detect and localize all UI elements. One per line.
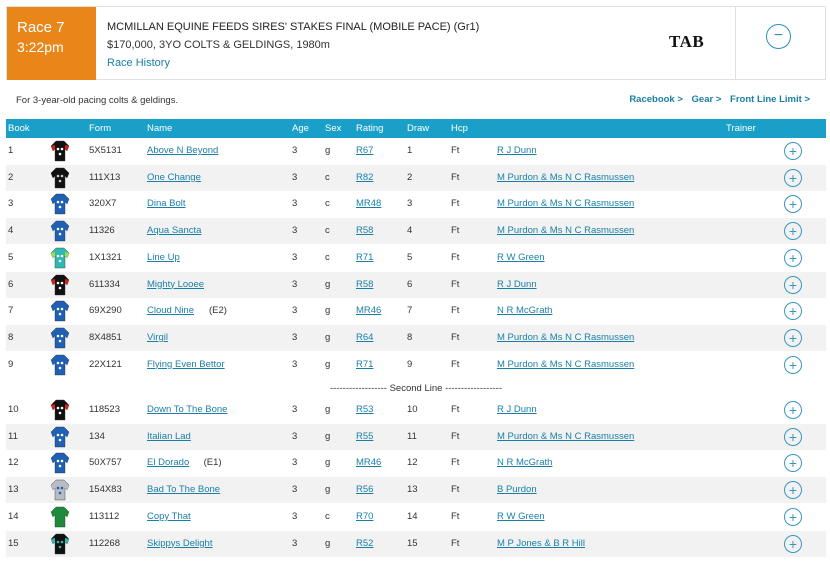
rating-link[interactable]: R64 xyxy=(356,331,374,343)
jockey-silks-icon xyxy=(50,300,70,322)
front-line-limit-link[interactable]: Front Line Limit > xyxy=(730,94,810,105)
expand-runner-button[interactable]: + xyxy=(784,401,802,419)
trainer-link[interactable]: N R McGrath xyxy=(497,457,553,469)
horse-name-link[interactable]: Copy That xyxy=(147,510,191,522)
book-number: 14 xyxy=(8,510,19,522)
expand-runner-button[interactable]: + xyxy=(784,508,802,526)
jockey-silks-icon xyxy=(50,426,70,448)
race-conditions: For 3-year-old pacing colts & geldings. xyxy=(16,95,179,106)
gear-link[interactable]: Gear > xyxy=(691,94,722,105)
age-value: 3 xyxy=(292,430,298,442)
expand-runner-button[interactable]: + xyxy=(784,222,802,240)
jockey-silks-icon xyxy=(50,220,70,242)
horse-name-link[interactable]: Aqua Sancta xyxy=(147,225,202,237)
book-number: 6 xyxy=(8,278,14,290)
col-hcp: Hcp xyxy=(451,123,468,134)
race-header xyxy=(6,6,826,80)
rating-link[interactable]: R71 xyxy=(356,251,374,263)
table-row xyxy=(6,218,826,244)
sex-value: c xyxy=(325,171,330,183)
book-number: 7 xyxy=(8,305,14,317)
table-row xyxy=(6,352,826,378)
col-name: Name xyxy=(147,123,173,134)
jockey-silks-icon xyxy=(50,533,70,555)
rating-link[interactable]: MR48 xyxy=(356,198,382,210)
trainer-link[interactable]: M P Jones & B R Hill xyxy=(497,537,585,549)
horse-name-link[interactable]: Virgil xyxy=(147,331,168,343)
jockey-silks-icon xyxy=(50,506,70,528)
form-value: 1X1321 xyxy=(89,251,122,263)
table-row xyxy=(6,504,826,530)
col-trainer: Trainer xyxy=(726,123,756,134)
trainer-link[interactable]: M Purdon & Ms N C Rasmussen xyxy=(497,331,635,343)
rating-link[interactable]: R56 xyxy=(356,484,374,496)
form-value: 320X7 xyxy=(89,198,117,210)
sex-value: c xyxy=(325,510,330,522)
form-value: 111X13 xyxy=(89,171,121,183)
jockey-silks-icon xyxy=(50,479,70,501)
col-draw: Draw xyxy=(407,123,430,134)
trainer-link[interactable]: M Purdon & Ms N C Rasmussen xyxy=(497,225,635,237)
draw-value: 14 xyxy=(407,510,418,522)
form-value: 113112 xyxy=(89,510,120,522)
age-value: 3 xyxy=(292,225,298,237)
table-row xyxy=(6,298,826,324)
age-value: 3 xyxy=(292,305,298,317)
draw-value: 8 xyxy=(407,331,413,343)
age-value: 3 xyxy=(292,457,298,469)
form-value: 11326 xyxy=(89,225,115,237)
jockey-silks-icon xyxy=(50,354,70,376)
sex-value: g xyxy=(325,331,331,343)
jockey-silks-icon xyxy=(50,327,70,349)
horse-name-link[interactable]: Skippys Delight xyxy=(147,537,213,549)
draw-value: 7 xyxy=(407,305,413,317)
race-number: Race 7 xyxy=(17,19,65,36)
horse-name-link[interactable]: Italian Lad xyxy=(147,430,191,442)
col-book: Book xyxy=(8,123,30,134)
age-value: 3 xyxy=(292,251,298,263)
trainer-link[interactable]: M Purdon & Ms N C Rasmussen xyxy=(497,358,635,370)
racebook-link[interactable]: Racebook > xyxy=(629,94,683,105)
age-value: 3 xyxy=(292,510,298,522)
book-number: 4 xyxy=(8,225,14,237)
hcp-value: Ft xyxy=(451,430,460,442)
horse-name-link[interactable]: El Dorado xyxy=(147,457,190,469)
rating-link[interactable]: MR46 xyxy=(356,305,382,317)
table-row xyxy=(6,191,826,217)
sex-value: c xyxy=(325,198,330,210)
age-value: 3 xyxy=(292,358,298,370)
expand-runner-button[interactable]: + xyxy=(784,356,802,374)
hcp-value: Ft xyxy=(451,404,460,415)
race-details: $170,000, 3YO COLTS & GELDINGS, 1980m xyxy=(107,39,330,51)
race-time: 3:22pm xyxy=(17,39,64,55)
form-value: 134 xyxy=(89,430,105,442)
form-value: 118523 xyxy=(89,404,120,415)
form-value: 22X121 xyxy=(89,358,122,370)
sex-value: g xyxy=(325,537,331,549)
table-row xyxy=(6,245,826,271)
form-value: 5X5131 xyxy=(89,145,122,156)
emergency-note: (E1) xyxy=(203,457,222,469)
expand-runner-button[interactable]: + xyxy=(784,142,802,160)
rating-link[interactable]: R67 xyxy=(356,145,374,156)
col-rating: Rating xyxy=(356,123,384,134)
col-sex: Sex xyxy=(325,123,342,134)
draw-value: 3 xyxy=(407,198,413,210)
age-value: 3 xyxy=(292,484,298,496)
trainer-link[interactable]: M Purdon & Ms N C Rasmussen xyxy=(497,198,635,210)
book-number: 15 xyxy=(8,537,19,549)
expand-runner-button[interactable]: + xyxy=(784,169,802,187)
expand-runner-button[interactable]: + xyxy=(784,302,802,320)
sex-value: g xyxy=(325,278,331,290)
hcp-value: Ft xyxy=(451,198,460,210)
age-value: 3 xyxy=(292,278,298,290)
form-value: 69X290 xyxy=(89,305,122,317)
horse-name-link[interactable]: Mighty Looee xyxy=(147,278,205,290)
table-row xyxy=(6,272,826,298)
tab-logo: TAB xyxy=(669,32,705,51)
expand-runner-button[interactable]: + xyxy=(784,454,802,472)
race-history-link[interactable]: Race History xyxy=(107,57,170,69)
form-value: 112268 xyxy=(89,537,120,549)
trainer-link[interactable]: R W Green xyxy=(497,251,545,263)
form-value: 50X757 xyxy=(89,457,122,469)
expand-runner-button[interactable]: + xyxy=(784,195,802,213)
hcp-value: Ft xyxy=(451,171,460,183)
trainer-link[interactable]: B Purdon xyxy=(497,484,537,496)
col-form: Form xyxy=(89,123,112,134)
jockey-silks-icon xyxy=(50,399,70,421)
form-value: 611334 xyxy=(89,278,120,290)
book-number: 5 xyxy=(8,251,14,263)
horse-name-link[interactable]: Down To The Bone xyxy=(147,404,228,415)
jockey-silks-icon xyxy=(50,193,70,215)
book-number: 9 xyxy=(8,358,14,370)
draw-value: 13 xyxy=(407,484,418,496)
sex-value: g xyxy=(325,457,331,469)
age-value: 3 xyxy=(292,404,298,415)
col-age: Age xyxy=(292,123,309,134)
trainer-link[interactable]: N R McGrath xyxy=(497,305,553,317)
hcp-value: Ft xyxy=(451,484,460,496)
trainer-link[interactable]: R W Green xyxy=(497,510,545,522)
draw-value: 4 xyxy=(407,225,413,237)
race-links xyxy=(623,94,810,105)
jockey-silks-icon xyxy=(50,167,70,189)
hcp-value: Ft xyxy=(451,358,460,370)
horse-name-link[interactable]: Bad To The Bone xyxy=(147,484,221,496)
race-title: MCMILLAN EQUINE FEEDS SIRES' STAKES FINAL (MOBILE PACE) (Gr1) xyxy=(107,21,480,33)
expand-runner-button[interactable]: + xyxy=(784,535,802,553)
expand-runner-button[interactable]: + xyxy=(784,329,802,347)
sex-value: g xyxy=(325,358,331,370)
age-value: 3 xyxy=(292,145,298,156)
draw-value: 12 xyxy=(407,457,418,469)
rating-link[interactable]: R53 xyxy=(356,404,374,415)
rating-link[interactable]: R55 xyxy=(356,430,374,442)
jockey-silks-icon xyxy=(50,247,70,269)
sex-value: g xyxy=(325,404,331,415)
table-row xyxy=(6,477,826,503)
sex-value: c xyxy=(325,251,330,263)
second-line-label: ------------------ Second Line ------------------ xyxy=(330,383,502,394)
book-number: 10 xyxy=(8,404,19,415)
age-value: 3 xyxy=(292,331,298,343)
form-value: 8X4851 xyxy=(89,331,122,343)
table-row xyxy=(6,397,826,423)
emergency-note: (E2) xyxy=(209,305,227,317)
trainer-link[interactable]: M Purdon & Ms N C Rasmussen xyxy=(497,171,635,183)
draw-value: 15 xyxy=(407,537,418,549)
hcp-value: Ft xyxy=(451,278,460,290)
hcp-value: Ft xyxy=(451,331,460,343)
sex-value: g xyxy=(325,145,331,156)
table-row xyxy=(6,165,826,191)
table-row xyxy=(6,325,826,351)
trainer-link[interactable]: R J Dunn xyxy=(497,278,537,290)
hcp-value: Ft xyxy=(451,457,460,469)
trainer-link[interactable]: M Purdon & Ms N C Rasmussen xyxy=(497,430,635,442)
race-badge xyxy=(7,7,96,80)
horse-name-link[interactable]: Flying Even Bettor xyxy=(147,358,225,370)
jockey-silks-icon xyxy=(50,274,70,296)
sex-value: c xyxy=(325,225,330,237)
rating-link[interactable]: MR46 xyxy=(356,457,382,469)
horse-name-link[interactable]: Dina Bolt xyxy=(147,198,186,210)
book-number: 3 xyxy=(8,198,14,210)
sex-value: g xyxy=(325,305,331,317)
rating-link[interactable]: R58 xyxy=(356,225,374,237)
table-row xyxy=(6,531,826,557)
table-row xyxy=(6,424,826,450)
trainer-link[interactable]: R J Dunn xyxy=(497,404,537,415)
book-number: 13 xyxy=(8,484,19,496)
book-number: 2 xyxy=(8,171,14,183)
hcp-value: Ft xyxy=(451,537,460,549)
hcp-value: Ft xyxy=(451,251,460,263)
conditions-bar xyxy=(6,86,826,118)
draw-value: 9 xyxy=(407,358,413,370)
sex-value: g xyxy=(325,484,331,496)
hcp-value: Ft xyxy=(451,305,460,317)
header-divider xyxy=(735,7,736,80)
age-value: 3 xyxy=(292,198,298,210)
rating-link[interactable]: R82 xyxy=(356,171,374,183)
age-value: 3 xyxy=(292,171,298,183)
table-row xyxy=(6,450,826,476)
jockey-silks-icon xyxy=(50,452,70,474)
book-number: 12 xyxy=(8,457,19,469)
draw-value: 6 xyxy=(407,278,413,290)
draw-value: 2 xyxy=(407,171,413,183)
rating-link[interactable]: R71 xyxy=(356,358,374,370)
draw-value: 5 xyxy=(407,251,413,263)
jockey-silks-icon xyxy=(50,140,70,162)
hcp-value: Ft xyxy=(451,510,460,522)
horse-name-link[interactable]: Cloud Nine xyxy=(147,305,194,317)
expand-runner-button[interactable]: + xyxy=(784,428,802,446)
table-header xyxy=(6,119,826,138)
horse-name-link[interactable]: Line Up xyxy=(147,251,180,263)
expand-runner-button[interactable]: + xyxy=(784,276,802,294)
expand-runner-button[interactable]: + xyxy=(784,249,802,267)
sex-value: g xyxy=(325,430,331,442)
book-number: 11 xyxy=(8,430,18,442)
collapse-button[interactable]: − xyxy=(766,24,791,49)
race-info xyxy=(107,21,479,69)
horse-name-link[interactable]: Above N Beyond xyxy=(147,145,219,156)
rating-link[interactable]: R52 xyxy=(356,537,374,549)
horse-name-link[interactable]: One Change xyxy=(147,171,201,183)
expand-runner-button[interactable]: + xyxy=(784,481,802,499)
rating-link[interactable]: R58 xyxy=(356,278,374,290)
draw-value: 10 xyxy=(407,404,418,415)
hcp-value: Ft xyxy=(451,225,460,237)
second-line-separator xyxy=(6,380,826,398)
book-number: 1 xyxy=(8,145,14,156)
form-value: 154X83 xyxy=(89,484,122,496)
age-value: 3 xyxy=(292,537,298,549)
draw-value: 11 xyxy=(407,430,417,442)
draw-value: 1 xyxy=(407,145,413,156)
rating-link[interactable]: R70 xyxy=(356,510,374,522)
table-row xyxy=(6,138,826,164)
trainer-link[interactable]: R J Dunn xyxy=(497,145,537,156)
book-number: 8 xyxy=(8,331,14,343)
hcp-value: Ft xyxy=(451,145,460,156)
